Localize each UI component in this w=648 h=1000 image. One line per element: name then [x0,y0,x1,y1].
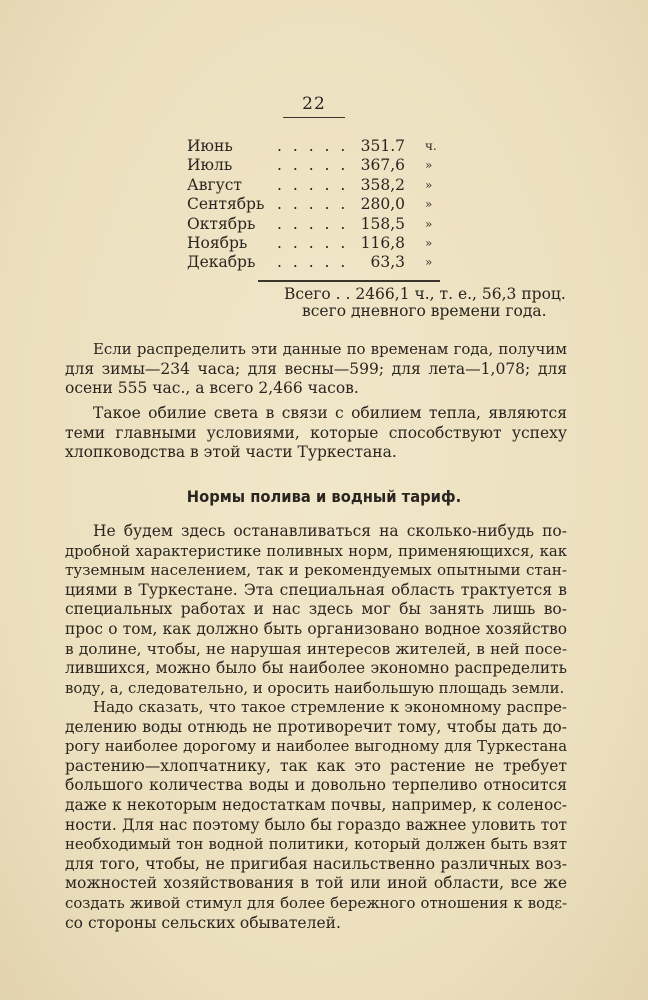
month-label: Июль [187,156,233,175]
hours-value: 116,8 [360,233,405,252]
paragraph-seasons [65,340,567,399]
paragraph-water-policy [65,698,567,933]
table-total: Всего . . 2466,1 ч., т. е., 56,3 проц. [284,285,566,303]
text-line: дробной характеристике поливных норм, применяющихся, как [65,542,567,560]
leader-dots: . . . . . [277,233,349,252]
text-line: в долине, чтобы, не нарушая интересов жителей, в ней посе- [65,639,567,658]
text-line: лившихся, можно было бы наиболее экономно распределить [65,659,567,678]
table-total-note: всего дневного времени года. [302,302,547,320]
text-line: циями в Туркестане. Эта специальная область трактуется в [65,580,567,599]
hours-value: 367,6 [360,156,405,175]
unit-label: ч. [425,139,437,153]
text-line: даже к некоторым недостаткам почвы, например, к соленос- [65,795,567,814]
unit-label: » [425,216,433,231]
total-divider [258,280,440,282]
page-number: 22 [283,94,345,118]
table-row [187,156,447,175]
text-line: ности. Для нас поэтому было бы гораздо важнее уловить тот [65,815,567,834]
text-line: необходимый тон водной политики, который должен быть взят [65,835,567,854]
hours-value: 63,3 [370,253,405,272]
month-label: Сентябрь [187,195,265,214]
text-line: Такое обилие света в связи с обилием тепла, являются [93,404,567,422]
month-label: Август [187,175,242,194]
table-row [187,195,447,214]
hours-value: 358,2 [360,175,405,194]
text-line: можностей хозяйствования в той или иной области, все же [65,874,567,893]
month-label: Октябрь [187,214,256,233]
text-line: для зимы—234 часа; для весны—599; для лета—1,078; для [65,359,567,378]
text-line: туземным населением, так и рекомендуемых опытными стан- [65,561,567,580]
paragraph-irrigation [65,522,567,698]
text-line: Надо сказать, что такое стремление к экономному распре- [93,698,567,716]
table-row [187,215,447,234]
hours-value: 351.7 [360,137,405,155]
month-label: Декабрь [187,253,256,272]
text-line: создать живой стимул для более бережного отношения к водε- [65,893,567,912]
unit-label: » [425,158,433,173]
unit-label: » [425,255,433,270]
unit-label: » [425,177,433,192]
text-line: хлопководства в этой части Туркестана. [65,443,397,462]
text-line: Если распределить эти данные по временам года, получим [93,340,567,358]
month-label: Июнь [187,137,233,155]
text-line: специальных работах и нас здесь мог бы занять лишь во- [65,600,567,619]
paragraph-light [65,404,567,463]
text-line: растению—хлопчатнику, так как это растение не требует [65,756,567,775]
daylight-hours-table [187,137,447,273]
unit-label: » [425,197,433,212]
table-row [187,137,447,156]
text-line: осени 555 час., а всего 2,466 часов. [65,379,359,398]
text-line: Не будем здесь останавливаться на сколько-нибудь по- [93,522,567,540]
unit-label: » [425,235,433,250]
hours-value: 280,0 [360,195,405,214]
table-row [187,234,447,253]
text-line: рогу наиболее дорогому и наиболее выгодному для Туркестана [65,738,567,756]
text-line: большого количества воды и довольно терпеливо относится [65,776,567,795]
hours-value: 158,5 [360,214,405,233]
table-row [187,176,447,195]
text-line: со стороны сельских обывателей. [65,913,341,932]
leader-dots: . . . . . [277,214,349,233]
leader-dots: . . . . . [277,195,349,214]
text-line: прос о том, как должно быть организовано водное хозяйство [65,619,567,638]
text-line: теми главными условиями, которые способствуют успеху [65,423,567,442]
text-line: делению воды отнюдь не противоречит тому, чтобы дать до- [65,717,567,736]
section-heading: Нормы полива и водный тариф. [186,487,462,506]
leader-dots: . . . . . [277,253,349,272]
leader-dots: . . . . . [277,156,349,175]
leader-dots: . . . . . [277,137,349,155]
text-line: воду, а, следовательно, и оросить наибольшую площадь земли. [65,678,565,697]
text-line: для того, чтобы, не пригибая насильственно различных воз- [65,854,567,873]
leader-dots: . . . . . [277,175,349,194]
month-label: Ноябрь [187,233,248,252]
table-row [187,253,447,272]
